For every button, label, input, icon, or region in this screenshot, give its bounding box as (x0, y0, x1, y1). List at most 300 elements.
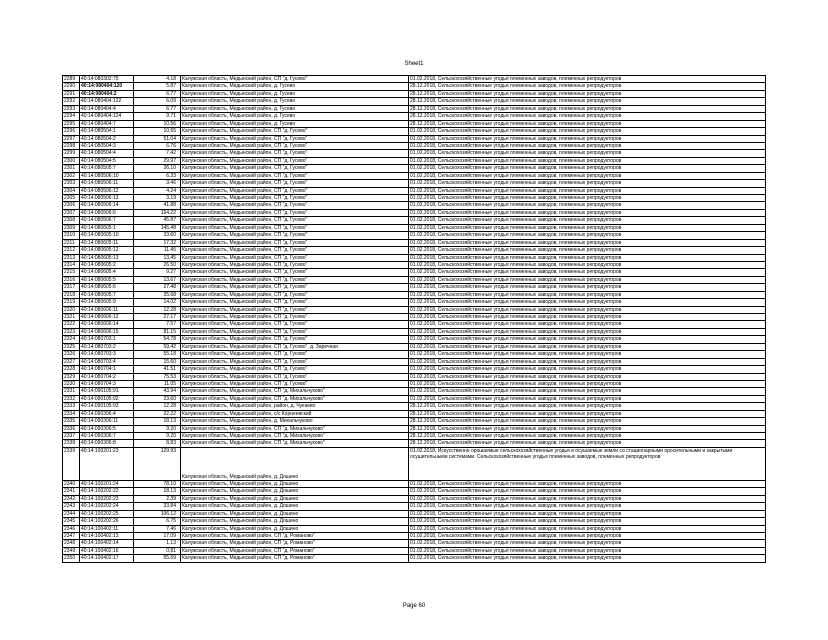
address-cell: Калужская область, Медынский район, СП "д. Михальчуково" (181, 388, 409, 395)
row-number-cell: 2320 (63, 306, 80, 313)
area-cell: 26.10 (134, 165, 181, 172)
row-number-cell: 2292 (63, 98, 80, 105)
cadastral-number-cell: 40:14:080605:7 (80, 291, 134, 298)
table-row (63, 495, 766, 502)
area-cell: 10.65 (134, 128, 181, 135)
address-cell: Калужская область, Медынский район, СП "д. Гусево" (181, 157, 409, 164)
table-row (63, 172, 766, 179)
address-cell: Калужская область, Медынский район, СП "д. Гусево" (181, 142, 409, 149)
address-cell: Калужская область, Медынский район, район, д. Чукаево (181, 403, 409, 410)
cadastral-number-cell: 40:14:080605:5 (80, 276, 134, 283)
land-use-cell: 01.02.2018, Сельскохозяйственные угодья племенных заводов, племенных репродукторов (409, 488, 766, 495)
area-cell: 9.71 (134, 113, 181, 120)
table-row (63, 83, 766, 90)
row-number-cell: 2338 (63, 440, 80, 447)
cadastral-number-cell: 40:14:100201:24 (80, 480, 134, 487)
address-cell: Калужская область, Медынский район, СП "д. Гусево" (181, 232, 409, 239)
table-row (63, 254, 766, 261)
cadastral-number-cell: 40:14:100202:22 (80, 488, 134, 495)
area-cell: 45.87 (134, 217, 181, 224)
area-cell: 13.45 (134, 254, 181, 261)
area-cell: 55.18 (134, 351, 181, 358)
land-use-cell: 28.12.2018, Сельскохозяйственные угодья племенных заводов, племенных репродукторов (409, 113, 766, 120)
address-cell: Калужская область, Медынский район, д. Гусево (181, 83, 409, 90)
cadastral-number-cell: 40:14:100402:13 (80, 532, 134, 539)
address-cell: Калужская область, Медынский район, СП "д. Романово" (181, 547, 409, 554)
table-row (63, 518, 766, 525)
land-use-cell: 01.02.2018, Сельскохозяйственные угодья племенных заводов, племенных репродукторов (409, 395, 766, 402)
area-cell: 17.09 (134, 532, 181, 539)
area-cell: 3.46 (134, 180, 181, 187)
table-row (63, 224, 766, 231)
row-number-cell: 2328 (63, 366, 80, 373)
land-use-cell: 01.02.2018, Сельскохозяйственные угодья племенных заводов, племенных репродукторов (409, 480, 766, 487)
address-cell: Калужская область, Медынский район, СП "д. Гусево" (181, 150, 409, 157)
cadastral-number-cell: 40:14:080504:1 (80, 128, 134, 135)
area-cell: 22.22 (134, 410, 181, 417)
address-cell: Калужская область, Медынский район, СП "д. Гусево" (181, 128, 409, 135)
area-cell: 6.33 (134, 172, 181, 179)
row-number-cell: 2313 (63, 254, 80, 261)
table-row (63, 373, 766, 380)
cadastral-number-cell: 40:14:080605:1 (80, 224, 134, 231)
table-row (63, 105, 766, 112)
address-cell: Калужская область, Медынский район, СП "д. Романово" (181, 555, 409, 562)
area-cell: 9.20 (134, 433, 181, 440)
table-row (63, 284, 766, 291)
area-cell: 26.50 (134, 261, 181, 268)
row-number-cell: 2330 (63, 380, 80, 387)
area-cell: 27.48 (134, 284, 181, 291)
land-use-cell: 01.02.2018, Сельскохозяйственные угодья племенных заводов, племенных репродукторов (409, 336, 766, 343)
address-cell: Калужская область, Медынский район, д. Гусево (181, 90, 409, 97)
table-row (63, 328, 766, 335)
table-row (63, 540, 766, 547)
table-row (63, 128, 766, 135)
row-number-cell: 2348 (63, 540, 80, 547)
land-use-cell: 01.02.2018, Сельскохозяйственные угодья племенных заводов, племенных репродукторов (409, 328, 766, 335)
table-row (63, 314, 766, 321)
cadastral-number-cell: 40:14:080703:1 (80, 336, 134, 343)
address-cell: Калужская область, Медынский район, д. Дошино (181, 503, 409, 510)
area-cell: 4.24 (134, 187, 181, 194)
row-number-cell: 2307 (63, 209, 80, 216)
area-cell: 43.94 (134, 388, 181, 395)
row-number-cell: 2290 (63, 83, 80, 90)
address-cell: Калужская область, Медынский район, СП "д. Гусево" (181, 76, 409, 83)
row-number-cell: 2312 (63, 247, 80, 254)
row-number-cell: 2336 (63, 425, 80, 432)
table-row (63, 532, 766, 539)
cadastral-number-cell: 40:14:080605:10 (80, 232, 134, 239)
row-number-cell: 2303 (63, 180, 80, 187)
area-cell: 41.88 (134, 202, 181, 209)
table-row (63, 261, 766, 268)
area-cell: 54.78 (134, 336, 181, 343)
row-number-cell: 2324 (63, 336, 80, 343)
address-cell: Калужская область, Медынский район, СП "д. Гусево" (181, 195, 409, 202)
address-cell: Калужская область, Медынский район, СП "д. Гусево" (181, 247, 409, 254)
cadastral-number-cell: 40:14:080605:11 (80, 239, 134, 246)
address-cell: Калужская область, Медынский район, СП "д. Гусево" (181, 299, 409, 306)
parcel-table-body (63, 76, 766, 563)
area-cell: 6.77 (134, 105, 181, 112)
row-number-cell: 2331 (63, 388, 80, 395)
row-number-cell: 2337 (63, 433, 80, 440)
cadastral-number-cell: 40:14:090105:91 (80, 388, 134, 395)
row-number-cell: 2327 (63, 358, 80, 365)
land-use-cell: 01.02.2018, Сельскохозяйственные угодья племенных заводов, племенных репродукторов (409, 540, 766, 547)
row-number-cell: 2310 (63, 232, 80, 239)
cadastral-number-cell: 40:14:090105:92 (80, 395, 134, 402)
land-use-cell: 01.02.2018, Сельскохозяйственные угодья племенных заводов, племенных репродукторов (409, 76, 766, 83)
land-use-cell: 01.02.2018, Сельскохозяйственные угодья племенных заводов, племенных репродукторов (409, 547, 766, 554)
row-number-cell: 2335 (63, 418, 80, 425)
area-cell: 8.83 (134, 440, 181, 447)
land-use-cell: 01.02.2018, Сельскохозяйственные угодья племенных заводов, племенных репродукторов (409, 180, 766, 187)
table-row (63, 269, 766, 276)
land-use-cell: 01.02.2018, Сельскохозяйственные угодья племенных заводов, племенных репродукторов (409, 518, 766, 525)
address-cell: Калужская область, Медынский район, СП "д. Гусево" (181, 209, 409, 216)
land-use-cell: 01.02.2018, Искусственно орошаемые сельскохозяйственные угодья и осушаемые земли со стационарными оросительными и закрытыми осушительными системами. Сельскохозяйственные угодья племенных заводов, племенных репродукторов (409, 447, 766, 480)
address-cell: Калужская область, Медынский район, СП "д. Гусево" (181, 261, 409, 268)
address-cell: Калужская область, Медынский район, д. Дошино (181, 518, 409, 525)
table-row (63, 447, 766, 480)
address-cell: Калужская область, Медынский район, СП "д. Романово" (181, 540, 409, 547)
cadastral-number-cell: 40:14:080404:2 (80, 90, 134, 97)
address-cell: Калужская область, Медынский район, СП "д. Гусево" (181, 306, 409, 313)
land-use-cell: 01.02.2018, Сельскохозяйственные угодья племенных заводов, племенных репродукторов (409, 366, 766, 373)
table-row (63, 113, 766, 120)
cadastral-number-cell: 40:14:080404:122 (80, 98, 134, 105)
row-number-cell: 2325 (63, 343, 80, 350)
table-row (63, 209, 766, 216)
address-cell: Калужская область, Медынский район, д. Дошино (181, 488, 409, 495)
cadastral-number-cell: 40:14:080504:4 (80, 150, 134, 157)
table-row (63, 157, 766, 164)
cadastral-number-cell: 40:14:100402:14 (80, 540, 134, 547)
row-number-cell: 2291 (63, 90, 80, 97)
table-row (63, 299, 766, 306)
address-cell: Калужская область, Медынский район, с/с Корнеевский (181, 410, 409, 417)
area-cell: 7.46 (134, 525, 181, 532)
address-cell: Калужская область, Медынский район, СП "д. Гусево" (181, 358, 409, 365)
cadastral-number-cell: 40:14:080606:12 (80, 314, 134, 321)
row-number-cell: 2345 (63, 518, 80, 525)
table-row (63, 291, 766, 298)
cadastral-number-cell: 40:14:080506:6 (80, 209, 134, 216)
address-cell: Калужская область, Медынский район, СП "д. Михальчуково" (181, 425, 409, 432)
area-cell: 3.19 (134, 195, 181, 202)
address-cell: Калужская область, Медынский район, СП "д. Михальчуково" (181, 395, 409, 402)
row-number-cell: 2289 (63, 76, 80, 83)
cadastral-number-cell: 40:14:080505:7 (80, 165, 134, 172)
cadastral-number-cell: 40:14:080605:2 (80, 261, 134, 268)
row-number-cell: 2334 (63, 410, 80, 417)
area-cell: 78.10 (134, 480, 181, 487)
row-number-cell: 2321 (63, 314, 80, 321)
cadastral-number-cell: 40:14:080506:10 (80, 172, 134, 179)
row-number-cell: 2318 (63, 291, 80, 298)
table-row (63, 555, 766, 562)
area-cell: 17.32 (134, 239, 181, 246)
row-number-cell: 2322 (63, 321, 80, 328)
cadastral-number-cell: 40:14:080504:2 (80, 135, 134, 142)
land-use-cell: 28.12.2018, Сельскохозяйственные угодья племенных заводов, племенных репродукторов (409, 120, 766, 127)
cadastral-number-cell: 40:14:080606:11 (80, 306, 134, 313)
address-cell: Калужская область, Медынский район, д. Дошино (181, 480, 409, 487)
land-use-cell: 28.12.2018, Сельскохозяйственные угодья племенных заводов, племенных репродукторов (409, 410, 766, 417)
row-number-cell: 2350 (63, 555, 80, 562)
address-cell: Калужская область, Медынский район, СП "д. Гусево" (181, 276, 409, 283)
table-row (63, 321, 766, 328)
area-cell: 9.27 (134, 269, 181, 276)
area-cell: 5.87 (134, 83, 181, 90)
table-row (63, 488, 766, 495)
land-use-cell: 28.12.2018, Сельскохозяйственные угодья племенных заводов, племенных репродукторов (409, 83, 766, 90)
table-row (63, 98, 766, 105)
land-use-cell: 01.02.2018, Сельскохозяйственные угодья племенных заводов, племенных репродукторов (409, 150, 766, 157)
row-number-cell: 2309 (63, 224, 80, 231)
area-cell: 18.13 (134, 418, 181, 425)
cadastral-number-cell: 40:14:080404:124 (80, 113, 134, 120)
table-row (63, 425, 766, 432)
land-use-cell: 01.02.2018, Сельскохозяйственные угодья племенных заводов, племенных репродукторов (409, 510, 766, 517)
cadastral-number-cell: 40:14:080605:9 (80, 299, 134, 306)
row-number-cell: 2295 (63, 120, 80, 127)
area-cell: 145.48 (134, 224, 181, 231)
address-cell: Калужская область, Медынский район, д. Дошино (181, 495, 409, 502)
land-use-cell: 28.12.2018, Сельскохозяйственные угодья племенных заводов, племенных репродукторов (409, 90, 766, 97)
row-number-cell: 2299 (63, 150, 80, 157)
area-cell: 41.51 (134, 366, 181, 373)
page-number: Page 60 (402, 603, 426, 609)
area-cell: 33.84 (134, 503, 181, 510)
row-number-cell: 2329 (63, 373, 80, 380)
area-cell: 2.39 (134, 495, 181, 502)
address-cell: Калужская область, Медынский район, СП "д. Гусево" (181, 180, 409, 187)
row-number-cell: 2306 (63, 202, 80, 209)
row-number-cell: 2343 (63, 503, 80, 510)
row-number-cell: 2311 (63, 239, 80, 246)
cadastral-number-cell: 40:14:080606:15 (80, 328, 134, 335)
address-cell: Калужская область, Медынский район, СП "д. Гусево" (181, 165, 409, 172)
row-number-cell: 2333 (63, 403, 80, 410)
address-cell: Калужская область, Медынский район, д. Михальчуково (181, 418, 409, 425)
table-row (63, 395, 766, 402)
row-number-cell: 2347 (63, 532, 80, 539)
cadastral-number-cell: 40:14:080605:4 (80, 269, 134, 276)
address-cell: Калужская область, Медынский район, СП "д. Гусево" (181, 269, 409, 276)
row-number-cell: 2317 (63, 284, 80, 291)
address-cell: Калужская область, Медынский район, СП "д. Гусево" (181, 135, 409, 142)
table-row (63, 351, 766, 358)
area-cell: 9.20 (134, 425, 181, 432)
address-cell: Калужская область, Медынский район, СП "д. Гусево" (181, 202, 409, 209)
table-row (63, 202, 766, 209)
row-number-cell: 2304 (63, 187, 80, 194)
address-cell: Калужская область, Медынский район, д. Дошино (181, 447, 409, 480)
cadastral-number-cell: 40:14:080703:4 (80, 358, 134, 365)
area-cell: 13.67 (134, 276, 181, 283)
address-cell: Калужская область, Медынский район, д. Гусево (181, 113, 409, 120)
cadastral-number-cell: 40:14:080504:5 (80, 157, 134, 164)
land-use-cell: 01.02.2018, Сельскохозяйственные угодья племенных заводов, племенных репродукторов (409, 209, 766, 216)
address-cell: Калужская область, Медынский район, СП "д. Гусево" (181, 217, 409, 224)
row-number-cell: 2341 (63, 488, 80, 495)
area-cell: 164.22 (134, 209, 181, 216)
row-number-cell: 2332 (63, 395, 80, 402)
table-row (63, 306, 766, 313)
cadastral-number-cell: 40:14:080404:120 (80, 83, 134, 90)
table-row (63, 180, 766, 187)
cadastral-number-cell: 40:14:090306:4 (80, 410, 134, 417)
row-number-cell: 2301 (63, 165, 80, 172)
land-use-cell: 01.02.2018, Сельскохозяйственные угодья племенных заводов, племенных репродукторов (409, 495, 766, 502)
cadastral-number-cell: 40:14:090105:93 (80, 403, 134, 410)
table-row (63, 135, 766, 142)
area-cell: 106.12 (134, 510, 181, 517)
address-cell: Калужская область, Медынский район, СП "д. Михальчуково" (181, 433, 409, 440)
land-use-cell: 01.02.2018, Сельскохозяйственные угодья племенных заводов, племенных репродукторов (409, 532, 766, 539)
cadastral-number-cell: 40:14:080404:4 (80, 105, 134, 112)
cadastral-number-cell: 40:14:090306:11 (80, 418, 134, 425)
land-use-cell: 28.12.2018, Сельскохозяйственные угодья племенных заводов, племенных репродукторов (409, 425, 766, 432)
row-number-cell: 2314 (63, 261, 80, 268)
sheet-title: Sheet1 (404, 61, 424, 67)
area-cell: 59.42 (134, 343, 181, 350)
address-cell: Калужская область, Медынский район, д. Гусево (181, 105, 409, 112)
cadastral-number-cell: 40:14:100202:25 (80, 510, 134, 517)
land-use-cell: 28.12.2018, Сельскохозяйственные угодья племенных заводов, племенных репродукторов (409, 433, 766, 440)
land-use-cell: 01.02.2018, Сельскохозяйственные угодья племенных заводов, племенных репродукторов (409, 254, 766, 261)
row-number-cell: 2308 (63, 217, 80, 224)
address-cell: Калужская область, Медынский район, СП "д. Гусево" (181, 366, 409, 373)
row-number-cell: 2315 (63, 269, 80, 276)
area-cell: 6.77 (134, 90, 181, 97)
area-cell: 129.93 (134, 447, 181, 480)
land-use-cell: 01.02.2018, Сельскохозяйственные угодья племенных заводов, племенных репродукторов (409, 276, 766, 283)
land-use-cell: 01.02.2018, Сельскохозяйственные угодья племенных заводов, племенных репродукторов (409, 358, 766, 365)
table-row (63, 276, 766, 283)
land-use-cell: 01.02.2018, Сельскохозяйственные угодья племенных заводов, племенных репродукторов (409, 291, 766, 298)
land-use-cell: 28.12.2018, Сельскохозяйственные угодья племенных заводов, племенных репродукторов (409, 403, 766, 410)
table-row (63, 418, 766, 425)
row-number-cell: 2297 (63, 135, 80, 142)
land-use-cell: 01.02.2018, Сельскохозяйственные угодья племенных заводов, племенных репродукторов (409, 373, 766, 380)
address-cell: Калужская область, Медынский район, СП "д. Гусево" (181, 351, 409, 358)
area-cell: 7.42 (134, 150, 181, 157)
table-row (63, 90, 766, 97)
table-row (63, 76, 766, 83)
area-cell: 12.28 (134, 306, 181, 313)
cadastral-number-cell: 40:14:080704:2 (80, 373, 134, 380)
row-number-cell: 2340 (63, 480, 80, 487)
table-row (63, 120, 766, 127)
area-cell: 7.57 (134, 321, 181, 328)
table-row (63, 433, 766, 440)
area-cell: 33.60 (134, 232, 181, 239)
cadastral-number-cell: 40:14:100202:24 (80, 503, 134, 510)
address-cell: Калужская область, Медынский район, СП "д. Гусево" (181, 224, 409, 231)
land-use-cell: 01.02.2018, Сельскохозяйственные угодья племенных заводов, племенных репродукторов (409, 202, 766, 209)
cadastral-number-cell: 40:14:080605:13 (80, 254, 134, 261)
address-cell: Калужская область, Медынский район, СП "д. Гусево" (181, 187, 409, 194)
address-cell: Калужская область, Медынский район, СП "д. Гусево" (181, 254, 409, 261)
area-cell: 6.75 (134, 518, 181, 525)
area-cell: 27.17 (134, 314, 181, 321)
row-number-cell: 2346 (63, 525, 80, 532)
row-number-cell: 2326 (63, 351, 80, 358)
land-use-cell: 01.02.2018, Сельскохозяйственные угодья племенных заводов, племенных репродукторов (409, 165, 766, 172)
land-use-cell: 01.02.2018, Сельскохозяйственные угодья племенных заводов, племенных репродукторов (409, 172, 766, 179)
address-cell: Калужская область, Медынский район, СП "д. Гусево" (181, 321, 409, 328)
area-cell: 6.09 (134, 98, 181, 105)
table-row (63, 480, 766, 487)
land-use-cell: 28.12.2018, Сельскохозяйственные угодья племенных заводов, племенных репродукторов (409, 105, 766, 112)
address-cell: Калужская область, Медынский район, д. Гусево (181, 120, 409, 127)
area-cell: 15.60 (134, 358, 181, 365)
cadastral-number-cell: 40:14:080704:3 (80, 380, 134, 387)
land-use-cell: 01.02.2018, Сельскохозяйственные угодья племенных заводов, племенных репродукторов (409, 269, 766, 276)
table-row (63, 403, 766, 410)
cadastral-number-cell: 40:14:100402:16 (80, 547, 134, 554)
land-use-cell: 01.02.2018, Сельскохозяйственные угодья племенных заводов, племенных репродукторов (409, 299, 766, 306)
table-row (63, 150, 766, 157)
area-cell: 4.18 (134, 76, 181, 83)
land-use-cell: 01.02.2018, Сельскохозяйственные угодья племенных заводов, племенных репродукторов (409, 351, 766, 358)
land-use-cell: 01.02.2018, Сельскохозяйственные угодья племенных заводов, племенных репродукторов (409, 284, 766, 291)
area-cell: 11.45 (134, 247, 181, 254)
land-use-cell: 01.02.2018, Сельскохозяйственные угодья племенных заводов, племенных репродукторов (409, 157, 766, 164)
table-row (63, 358, 766, 365)
table-row (63, 503, 766, 510)
land-use-cell: 01.02.2018, Сельскохозяйственные угодья племенных заводов, племенных репродукторов (409, 388, 766, 395)
cadastral-number-cell: 40:14:100402:11 (80, 525, 134, 532)
cadastral-number-cell: 40:14:090306:5 (80, 425, 134, 432)
row-number-cell: 2344 (63, 510, 80, 517)
land-use-cell: 01.02.2018, Сельскохозяйственные угодья племенных заводов, племенных репродукторов (409, 232, 766, 239)
table-row (63, 187, 766, 194)
address-cell: Калужская область, Медынский район, СП "д. Гусево" (181, 284, 409, 291)
row-number-cell: 2319 (63, 299, 80, 306)
area-cell: 14.02 (134, 299, 181, 306)
cadastral-number-cell: 40:14:080703:3 (80, 351, 134, 358)
row-number-cell: 2302 (63, 172, 80, 179)
land-use-cell: 28.12.2018, Сельскохозяйственные угодья племенных заводов, племенных репродукторов (409, 440, 766, 447)
land-use-cell: 28.12.2018, Сельскохозяйственные угодья племенных заводов, племенных репродукторов (409, 98, 766, 105)
cadastral-number-cell: 40:14:080506:14 (80, 202, 134, 209)
address-cell: Калужская область, Медынский район, СП "д. Романово" (181, 532, 409, 539)
row-number-cell: 2339 (63, 447, 80, 480)
cadastral-number-cell: 40:14:080704:1 (80, 366, 134, 373)
address-cell: Калужская область, Медынский район, СП "д. Гусево" (181, 336, 409, 343)
row-number-cell: 2298 (63, 142, 80, 149)
cadastral-number-cell: 40:14:080605:12 (80, 247, 134, 254)
land-use-cell: 01.02.2018, Сельскохозяйственные угодья племенных заводов, племенных репродукторов (409, 380, 766, 387)
land-use-cell: 01.02.2018, Сельскохозяйственные угодья племенных заводов, племенных репродукторов (409, 503, 766, 510)
table-row (63, 525, 766, 532)
area-cell: 12.28 (134, 403, 181, 410)
land-use-cell: 01.02.2018, Сельскохозяйственные угодья племенных заводов, племенных репродукторов (409, 135, 766, 142)
land-use-cell: 01.02.2018, Сельскохозяйственные угодья племенных заводов, племенных репродукторов (409, 247, 766, 254)
table-row (63, 380, 766, 387)
land-use-cell: 01.02.2018, Сельскохозяйственные угодья племенных заводов, племенных репродукторов (409, 217, 766, 224)
row-number-cell: 2305 (63, 195, 80, 202)
land-use-cell: 01.02.2018, Сельскохозяйственные угодья племенных заводов, племенных репродукторов (409, 525, 766, 532)
address-cell: Калужская область, Медынский район, СП "д. Гусево" (181, 172, 409, 179)
table-row (63, 239, 766, 246)
